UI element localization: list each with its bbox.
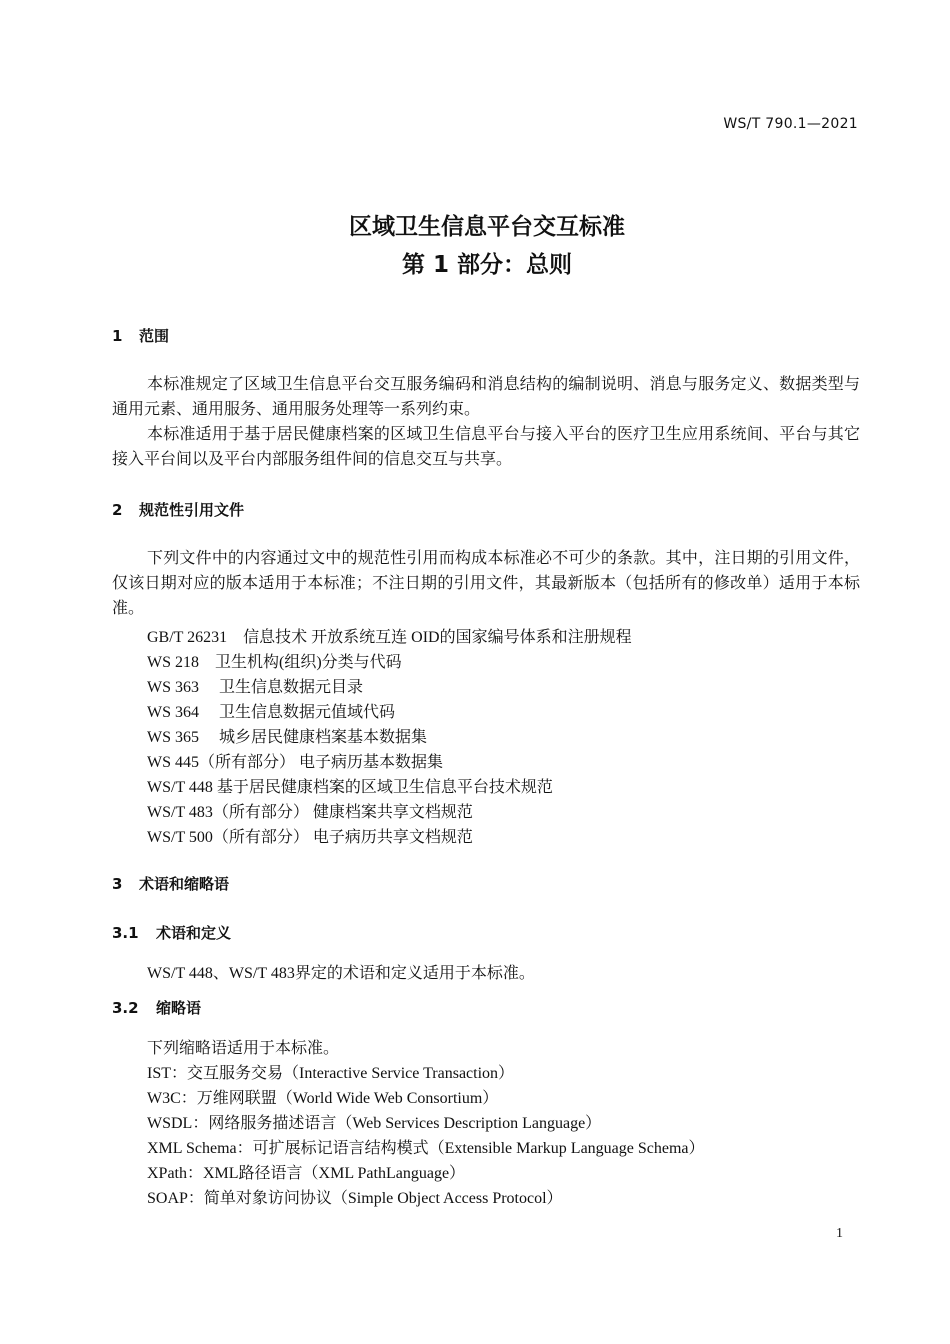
section-title: 术语和定义 xyxy=(156,924,232,942)
reference-item: WS 445（所有部分） 电子病历基本数据集 xyxy=(147,754,444,771)
paragraph: 本标准规定了区域卫生信息平台交互服务编码和消息结构的编制说明、消息与服务定义、数据类型与通用元素、通用服务、通用服务处理等一系列约束。 xyxy=(112,376,860,418)
document-subtitle: 第 1 部分：总则 xyxy=(401,252,573,278)
definition-text: WS/T 448、WS/T 483界定的术语和定义适用于本标准。 xyxy=(147,965,535,982)
section-3-2-heading xyxy=(112,997,201,1018)
abbreviation-item: WSDL：网络服务描述语言（Web Services Description Language） xyxy=(147,1115,602,1132)
section-number: 1 xyxy=(112,327,123,345)
section-title: 缩略语 xyxy=(156,999,202,1017)
reference-item: WS 364 卫生信息数据元值域代码 xyxy=(147,704,396,721)
section-1-heading xyxy=(112,325,169,346)
section-3-1-heading xyxy=(112,922,231,943)
abbreviation-item: XML Schema：可扩展标记语言结构模式（Extensible Markup Language Schema） xyxy=(147,1140,705,1157)
abbreviation-item: W3C：万维网联盟（World Wide Web Consortium） xyxy=(147,1090,499,1107)
section-2-heading xyxy=(112,499,244,520)
document-title: 区域卫生信息平台交互标准 xyxy=(349,214,625,240)
reference-item: WS 218 卫生机构(组织)分类与代码 xyxy=(147,654,402,671)
section-3-heading xyxy=(112,873,229,894)
section-title: 术语和缩略语 xyxy=(139,875,230,893)
section-title: 范围 xyxy=(139,327,170,345)
reference-item: GB/T 26231 信息技术 开放系统互连 OID的国家编号体系和注册规程 xyxy=(147,629,632,646)
section-number: 2 xyxy=(112,501,123,519)
abbreviation-item: XPath：XML路径语言（XML PathLanguage） xyxy=(147,1165,466,1182)
standard-code-header: WS/T 790.1—2021 xyxy=(723,116,858,132)
abbreviation-item: SOAP：简单对象访问协议（Simple Object Access Protocol） xyxy=(147,1190,563,1207)
section-title: 规范性引用文件 xyxy=(139,501,245,519)
reference-item: WS/T 483（所有部分） 健康档案共享文档规范 xyxy=(147,804,473,821)
reference-item: WS 365 城乡居民健康档案基本数据集 xyxy=(147,729,428,746)
page-number: 1 xyxy=(836,1226,843,1241)
reference-item: WS 363 卫生信息数据元目录 xyxy=(147,679,364,696)
abbreviations-intro: 下列缩略语适用于本标准。 xyxy=(147,1040,340,1057)
paragraph: 下列文件中的内容通过文中的规范性引用而构成本标准必不可少的条款。其中，注日期的引用文件，仅该日期对应的版本适用于本标准；不注日期的引用文件，其最新版本（包括所有的修改单）适用于本标准。 xyxy=(112,550,860,617)
abbreviation-item: IST：交互服务交易（Interactive Service Transaction） xyxy=(147,1065,515,1082)
reference-item: WS/T 500（所有部分） 电子病历共享文档规范 xyxy=(147,829,473,846)
section-number: 3.1 xyxy=(112,924,139,942)
section-number: 3.2 xyxy=(112,999,139,1017)
section-number: 3 xyxy=(112,875,123,893)
reference-item: WS/T 448 基于居民健康档案的区域卫生信息平台技术规范 xyxy=(147,779,553,796)
paragraph: 本标准适用于基于居民健康档案的区域卫生信息平台与接入平台的医疗卫生应用系统间、平台与其它接入平台间以及平台内部服务组件间的信息交互与共享。 xyxy=(112,426,860,468)
